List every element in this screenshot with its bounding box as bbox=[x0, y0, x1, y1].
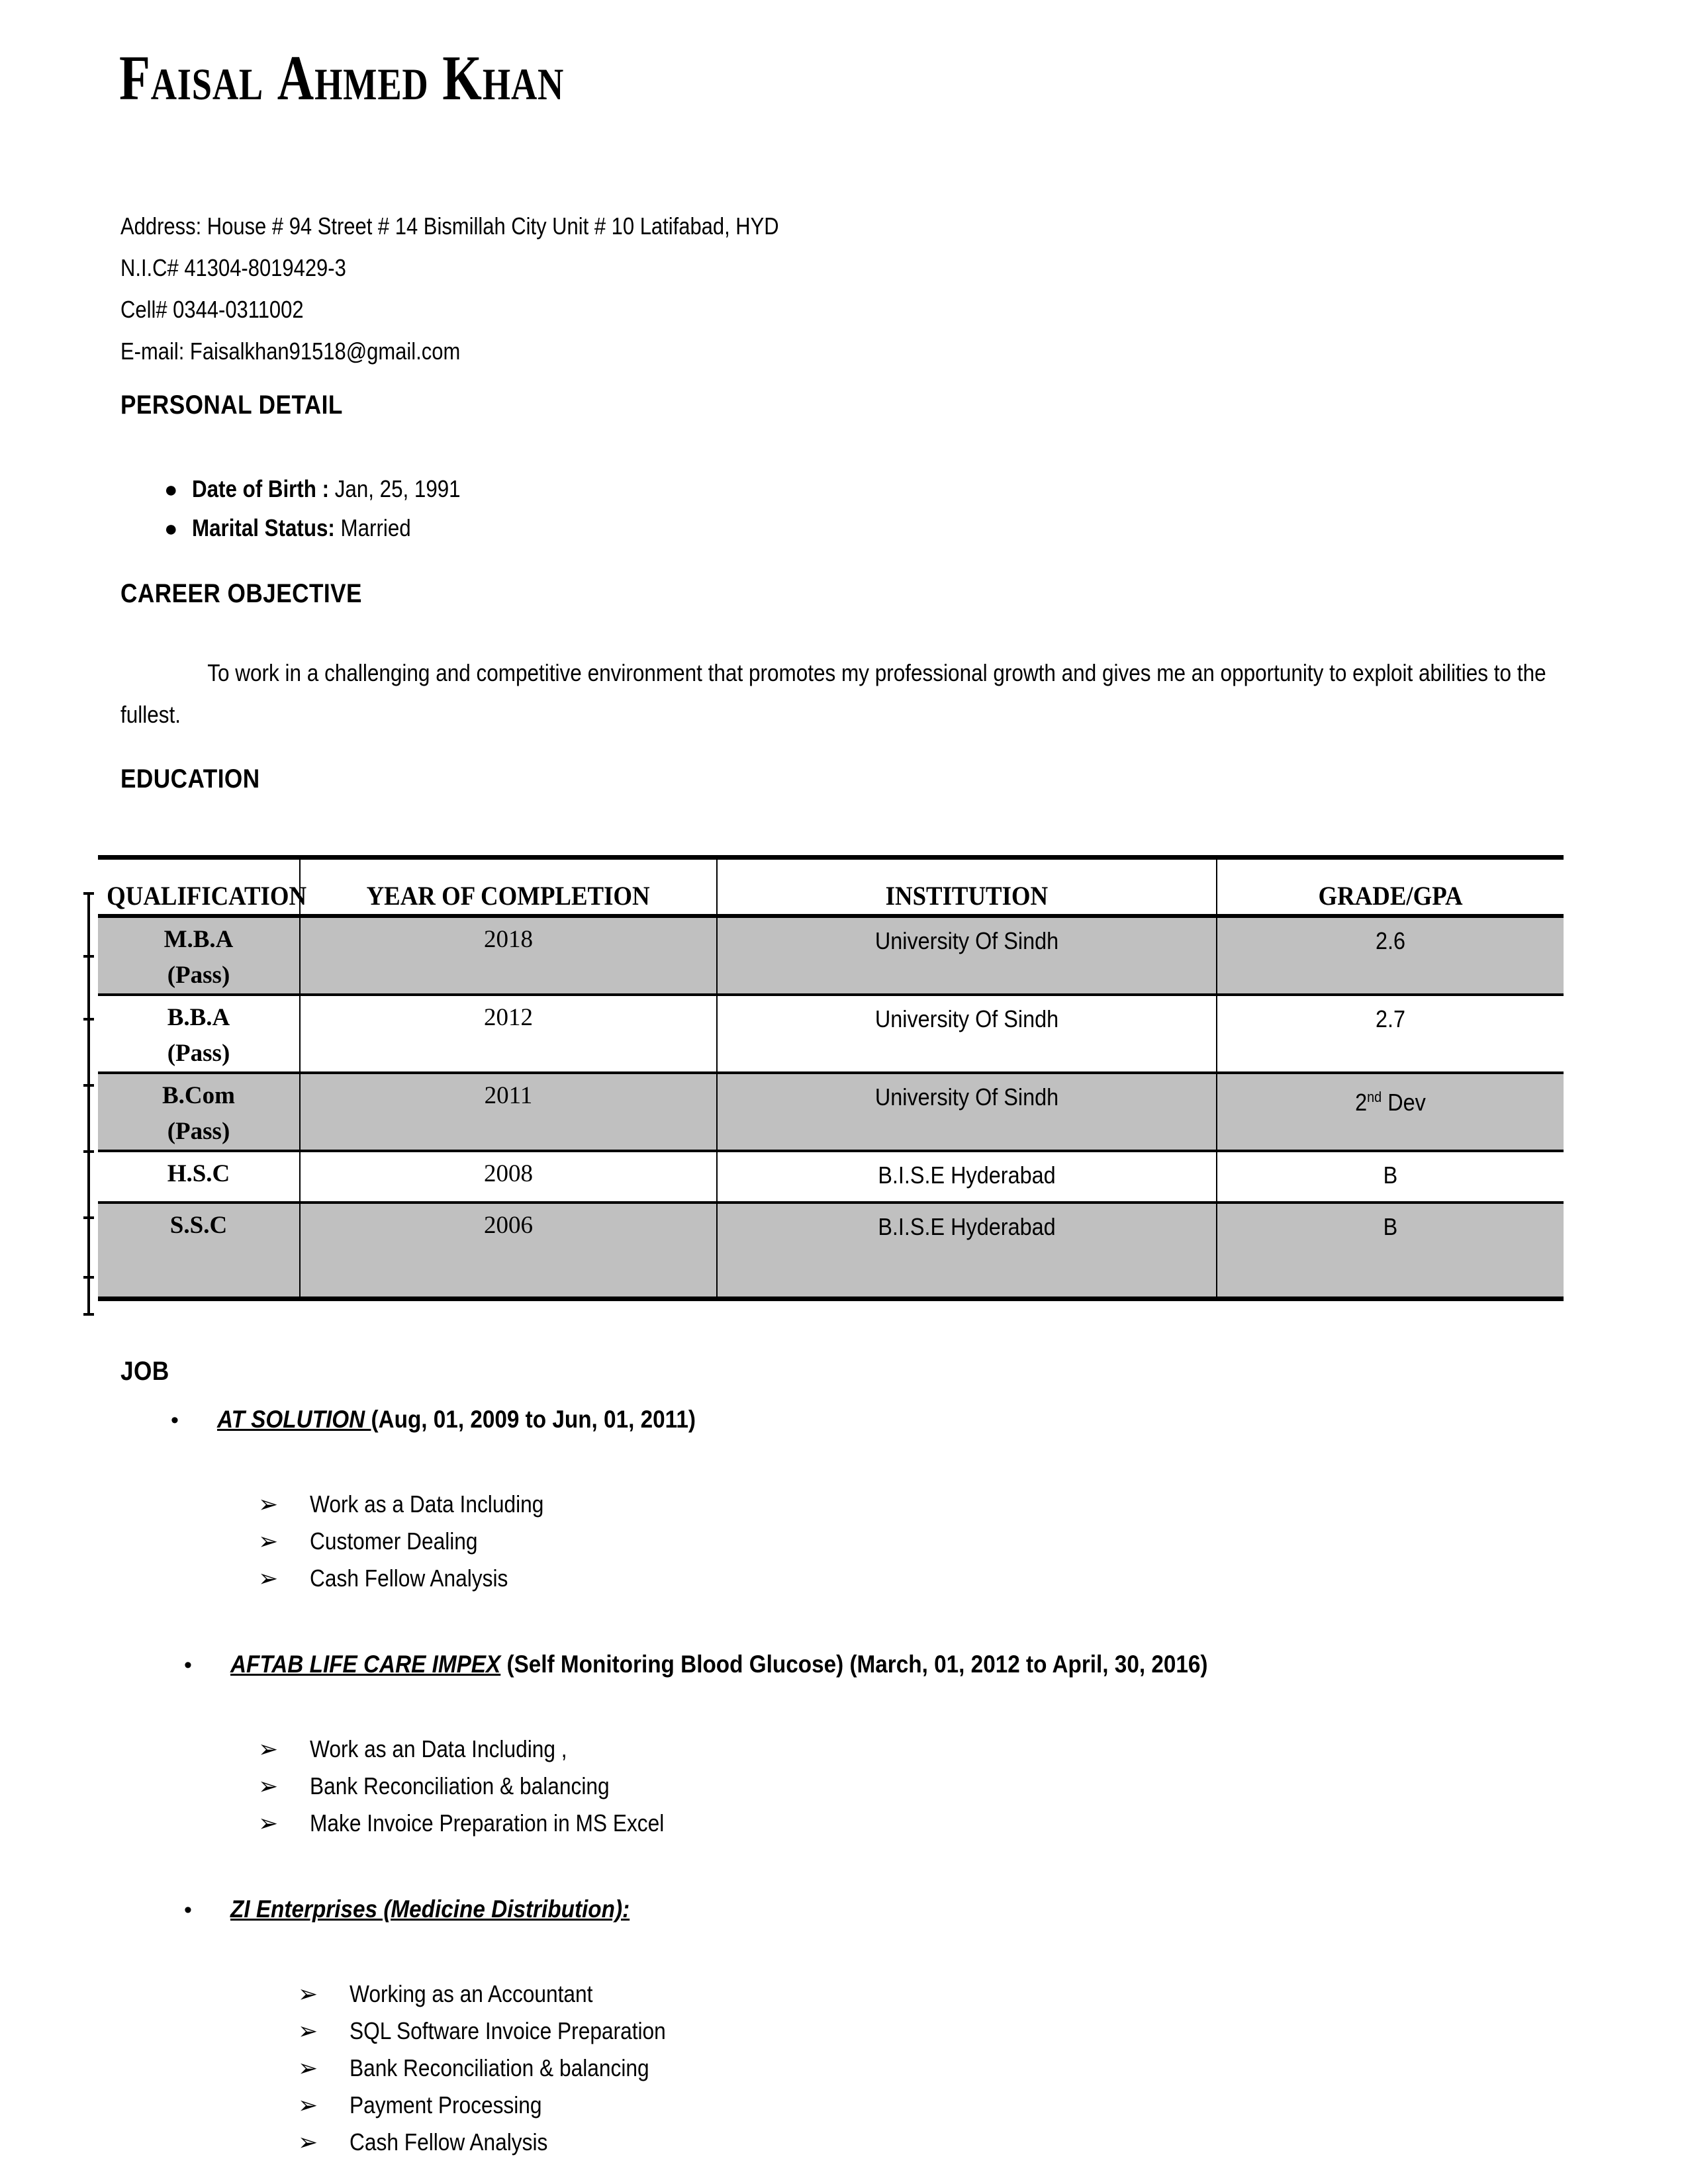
job-task-list bbox=[258, 1731, 712, 1842]
job-task-item bbox=[258, 1523, 576, 1560]
section-heading-education: EDUCATION bbox=[120, 764, 260, 794]
job-task-text: Customer Dealing bbox=[310, 1527, 478, 1555]
cell-grade: B bbox=[1217, 1203, 1564, 1299]
nic-line: N.I.C# 41304-8019429-3 bbox=[120, 254, 346, 281]
table-row bbox=[98, 995, 1564, 1073]
bullet-icon: • bbox=[171, 1408, 179, 1433]
job-task-item bbox=[298, 2050, 709, 2087]
job-task-text: Work as a Data Including bbox=[310, 1490, 544, 1518]
cell-qualification: M.B.A (Pass) bbox=[98, 916, 300, 995]
section-heading-job: JOB bbox=[120, 1357, 169, 1386]
cell-grade: 2.6 bbox=[1217, 916, 1564, 995]
address-line: Address: House # 94 Street # 14 Bismillah City Unit # 10 Latifabad, HYD bbox=[120, 212, 779, 240]
job-task-item bbox=[258, 1805, 712, 1842]
cell-year: 2018 bbox=[300, 916, 717, 995]
table-column-header: GRADE/GPA bbox=[1217, 858, 1564, 916]
cell-grade: 2nd Dev bbox=[1217, 1073, 1564, 1151]
cell-grade: 2.7 bbox=[1217, 995, 1564, 1073]
education-table-wrapper bbox=[98, 855, 1564, 1301]
job-entry-header bbox=[171, 1403, 749, 1436]
cell-qualification: H.S.C bbox=[98, 1151, 300, 1203]
arrow-bullet-icon: ➢ bbox=[298, 1981, 318, 2008]
job-task-item bbox=[258, 1768, 712, 1805]
job-task-item bbox=[298, 2124, 709, 2161]
table-header-row bbox=[98, 858, 1564, 916]
job-task-text: Bank Reconciliation & balancing bbox=[310, 1772, 610, 1799]
cell-qualification: B.Com (Pass) bbox=[98, 1073, 300, 1151]
cell-year: 2008 bbox=[300, 1151, 717, 1203]
arrow-bullet-icon: ➢ bbox=[298, 2018, 318, 2045]
job-task-item bbox=[258, 1486, 576, 1523]
job-task-item bbox=[258, 1731, 712, 1768]
candidate-name-block bbox=[119, 42, 675, 113]
arrow-bullet-icon: ➢ bbox=[298, 2129, 318, 2156]
arrow-bullet-icon: ➢ bbox=[298, 2092, 318, 2119]
personal-detail-text: Date of Birth : Jan, 25, 1991 bbox=[192, 475, 461, 502]
arrow-bullet-icon: ➢ bbox=[258, 1736, 279, 1763]
cell-qualification: S.S.C bbox=[98, 1203, 300, 1299]
job-task-text: Work as an Data Including , bbox=[310, 1735, 567, 1762]
arrow-bullet-icon: ➢ bbox=[258, 1810, 279, 1837]
job-task-item bbox=[258, 1560, 576, 1597]
job-task-text: Make Invoice Preparation in MS Excel bbox=[310, 1809, 665, 1837]
arrow-bullet-icon: ➢ bbox=[258, 1565, 279, 1592]
bullet-icon: ● bbox=[164, 477, 178, 502]
contact-block bbox=[120, 205, 886, 372]
cell-institution: University Of Sindh bbox=[717, 995, 1217, 1073]
job-task-text: Working as an Accountant bbox=[350, 1980, 593, 2007]
career-objective-text: To work in a challenging and competitive environment that promotes my professional growth and gives me an opportunity to exploit abilities to the fullest. bbox=[120, 659, 1546, 728]
cell-year: 2011 bbox=[300, 1073, 717, 1151]
job-task-text: Cash Fellow Analysis bbox=[310, 1565, 508, 1592]
table-row bbox=[98, 1151, 1564, 1203]
personal-detail-item bbox=[164, 509, 500, 548]
change-bar-line bbox=[87, 892, 90, 1316]
job-entry-header bbox=[184, 1893, 674, 1926]
bullet-icon: • bbox=[184, 1897, 192, 1923]
cell-institution: B.I.S.E Hyderabad bbox=[717, 1151, 1217, 1203]
section-heading-career-objective: CAREER OBJECTIVE bbox=[120, 579, 362, 608]
revision-change-bar bbox=[83, 892, 94, 1316]
arrow-bullet-icon: ➢ bbox=[298, 2055, 318, 2082]
table-column-header: YEAR OF COMPLETION bbox=[300, 858, 717, 916]
cell-qualification: B.B.A (Pass) bbox=[98, 995, 300, 1073]
cell-grade: B bbox=[1217, 1151, 1564, 1203]
table-row bbox=[98, 1203, 1564, 1299]
cell-year: 2006 bbox=[300, 1203, 717, 1299]
job-entry-header bbox=[184, 1648, 1317, 1681]
job-task-item bbox=[298, 2013, 709, 2050]
personal-detail-text: Marital Status: Married bbox=[192, 514, 411, 541]
job-task-item bbox=[298, 1976, 709, 2013]
table-row bbox=[98, 916, 1564, 995]
job-entry-title: AT SOLUTION (Aug, 01, 2009 to Jun, 01, 2011) bbox=[217, 1406, 696, 1433]
bullet-icon: ● bbox=[164, 516, 178, 541]
job-task-text: Bank Reconciliation & balancing bbox=[350, 2054, 649, 2081]
cell-institution: University Of Sindh bbox=[717, 916, 1217, 995]
personal-detail-list bbox=[164, 470, 500, 548]
personal-detail-item bbox=[164, 470, 500, 509]
table-column-header: QUALIFICATION bbox=[98, 858, 300, 916]
job-task-text: Payment Processing bbox=[350, 2091, 542, 2118]
job-entry-title: ZI Enterprises (Medicine Distribution): bbox=[230, 1895, 630, 1923]
cell-year: 2012 bbox=[300, 995, 717, 1073]
job-task-list bbox=[258, 1486, 576, 1597]
cell-line: Cell# 0344-0311002 bbox=[120, 296, 304, 323]
education-table bbox=[98, 855, 1564, 1301]
arrow-bullet-icon: ➢ bbox=[258, 1491, 279, 1518]
section-heading-personal-detail: PERSONAL DETAIL bbox=[120, 390, 343, 420]
job-entry-title: AFTAB LIFE CARE IMPEX (Self Monitoring Blood Glucose) (March, 01, 2012 to April, 30, 2016) bbox=[230, 1651, 1208, 1678]
job-task-list bbox=[298, 1976, 709, 2161]
arrow-bullet-icon: ➢ bbox=[258, 1773, 279, 1800]
job-task-text: Cash Fellow Analysis bbox=[350, 2128, 548, 2156]
table-column-header: INSTITUTION bbox=[717, 858, 1217, 916]
table-row bbox=[98, 1073, 1564, 1151]
job-task-text: SQL Software Invoice Preparation bbox=[350, 2017, 666, 2044]
email-line: E-mail: Faisalkhan91518@gmail.com bbox=[120, 338, 461, 365]
cell-institution: University Of Sindh bbox=[717, 1073, 1217, 1151]
arrow-bullet-icon: ➢ bbox=[258, 1528, 279, 1555]
cell-institution: B.I.S.E Hyderabad bbox=[717, 1203, 1217, 1299]
job-task-item bbox=[298, 2087, 709, 2124]
career-objective-paragraph bbox=[120, 652, 1570, 735]
page-title: FAISAL AHMED KHAN bbox=[119, 42, 565, 113]
table-body bbox=[98, 916, 1564, 1299]
bullet-icon: • bbox=[184, 1653, 192, 1678]
